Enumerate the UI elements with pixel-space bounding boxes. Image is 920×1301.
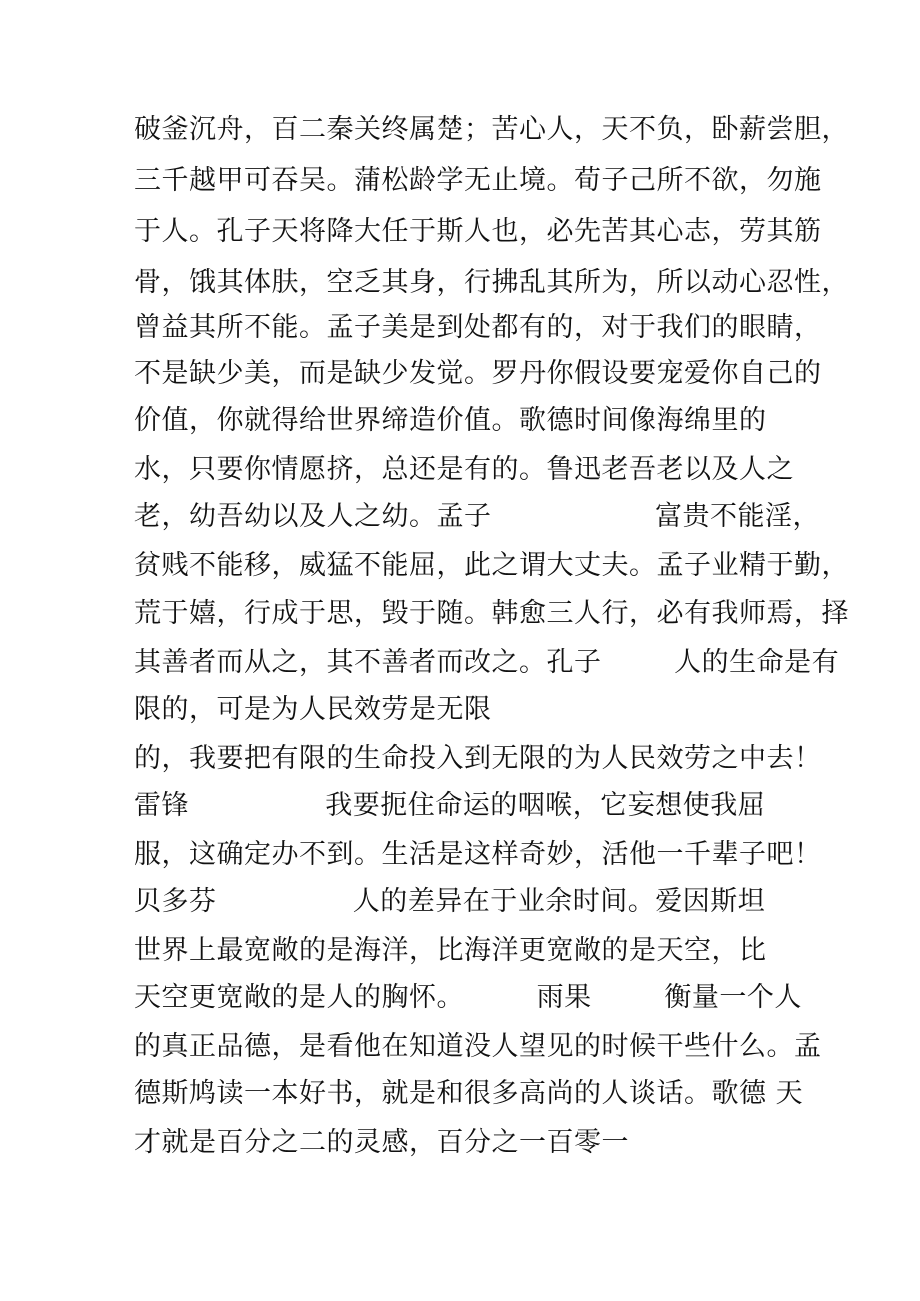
text-line: 才就是百分之二的灵感，百分之一百零一 [134, 1127, 629, 1158]
text-line: 其善者而从之，其不善者而改之。孔子 人的生命是有 [134, 647, 840, 678]
text-line: 水，只要你情愿挤，总还是有的。鲁迅老吾老以及人之 [134, 454, 794, 485]
text-line: 三千越甲可吞吴。蒲松龄学无止境。荀子己所不欲，勿施 [134, 165, 822, 196]
text-line: 天空更宽敞的是人的胸怀。 雨果 衡量一个人 [134, 982, 802, 1013]
text-line: 的真正品德，是看他在知道没人望见的时候干些什么。孟 [134, 1031, 822, 1062]
text-line: 贫贱不能移，威猛不能屈，此之谓大丈夫。孟子业精于勤， [134, 550, 849, 581]
text-line: 的，我要把有限的生命投入到无限的为人民效劳之中去！ [134, 743, 822, 774]
text-line: 雷锋 我要扼住命运的咽喉，它妄想使我屈 [134, 790, 766, 821]
text-line: 破釜沉舟，百二秦关终属楚；苦心人，天不负，卧薪尝胆， [134, 114, 849, 145]
text-line: 服，这确定办不到。生活是这样奇妙，活他一千辈子吧！ [134, 839, 822, 870]
text-line: 老，幼吾幼以及人之幼。孟子 富贵不能淫， [134, 501, 820, 532]
text-line: 价值，你就得给世界缔造价值。歌德时间像海绵里的 [134, 405, 767, 436]
text-line: 曾益其所不能。孟子美是到处都有的，对于我们的眼睛， [134, 312, 822, 343]
text-line: 限的，可是为人民效劳是无限 [134, 694, 492, 725]
text-line: 不是缺少美，而是缺少发觉。罗丹你假设要宠爱你自己的 [134, 358, 822, 389]
text-line: 贝多芬 人的差异在于业余时间。爱因斯坦 [134, 886, 766, 917]
text-line: 于人。孔子天将降大任于斯人也，必先苦其心志，劳其筋 [134, 216, 822, 247]
text-line: 骨，饿其体肤，空乏其身，行拂乱其所为，所以动心忍性， [134, 267, 849, 298]
text-line: 德斯鸠读一本好书，就是和很多高尚的人谈话。歌德 天 [134, 1078, 804, 1109]
text-line: 荒于嬉，行成于思，毁于随。韩愈三人行，必有我师焉，择 [134, 598, 849, 629]
text-line: 世界上最宽敞的是海洋，比海洋更宽敞的是天空，比 [134, 935, 767, 966]
